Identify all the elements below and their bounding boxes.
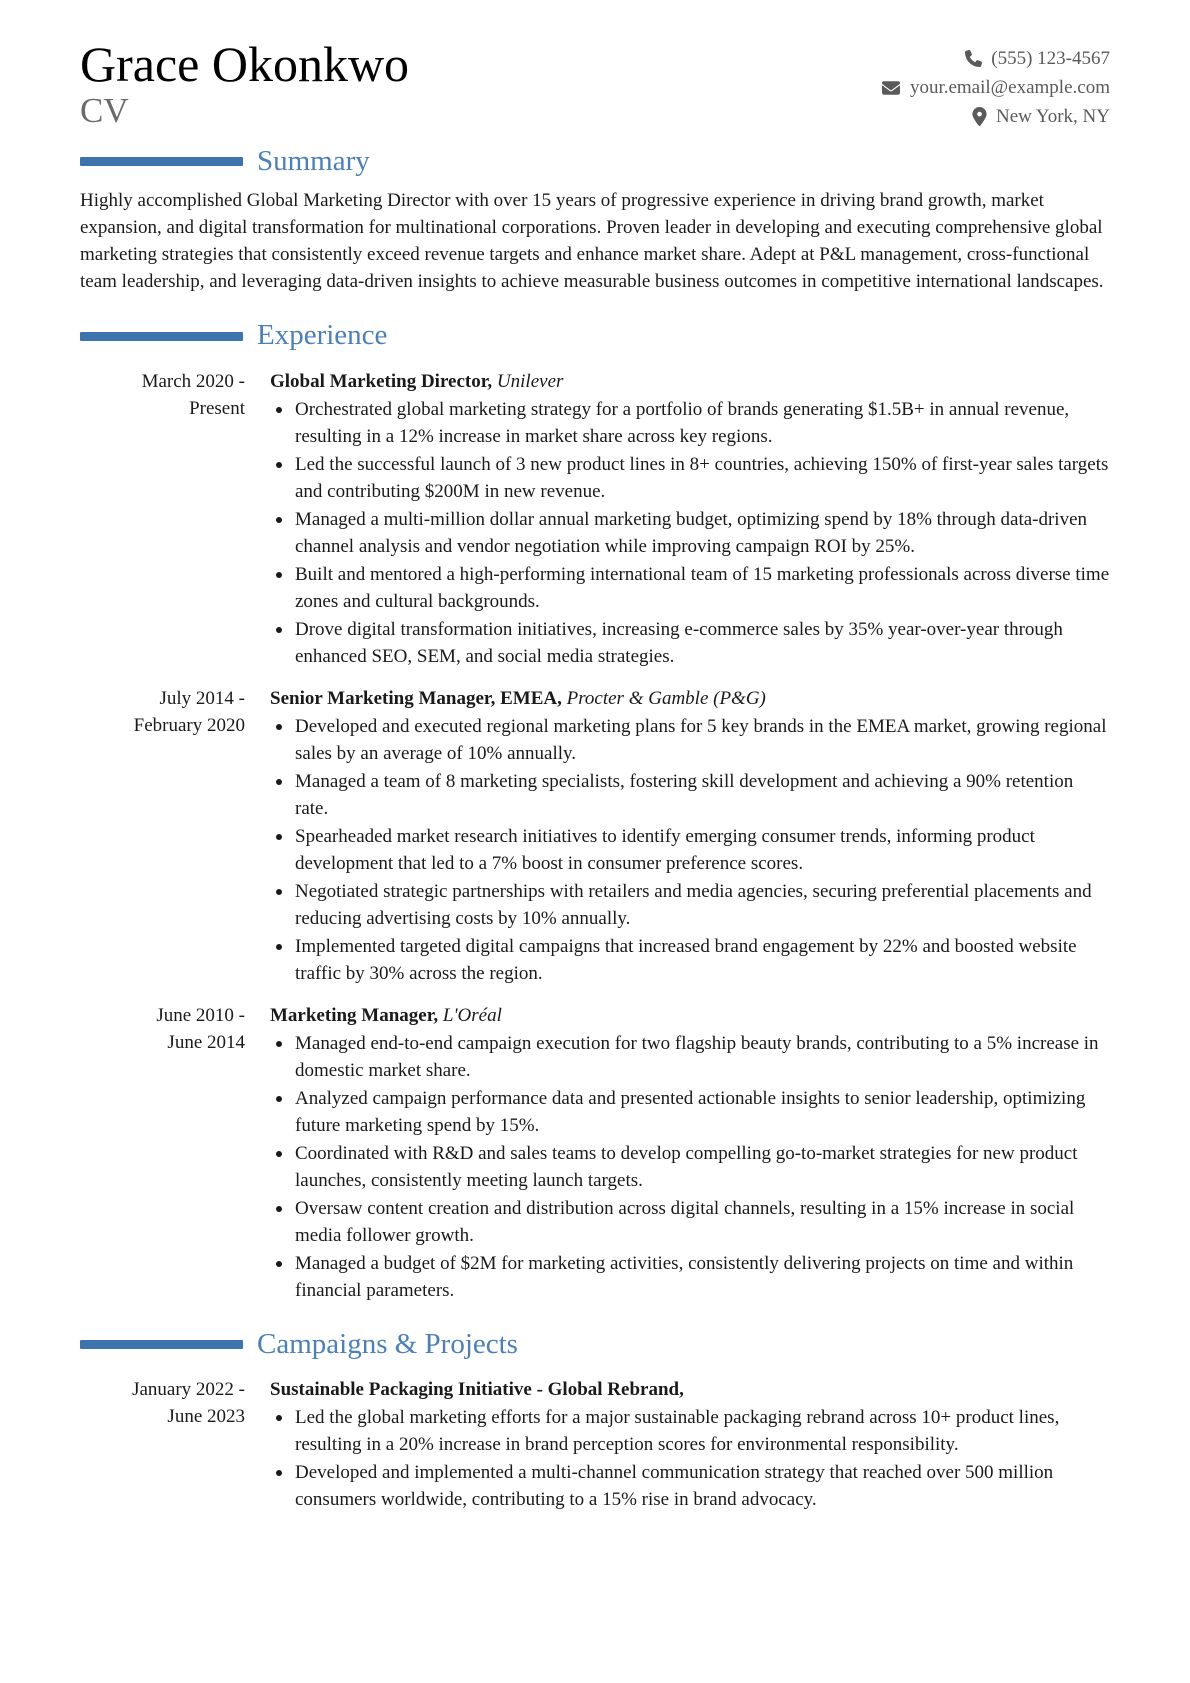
section-rule (80, 332, 243, 341)
bullet-item: Drove digital transformation initiatives, increasing e-commerce sales by 35% year-over-year through enhanced SEO, SEM, and social media strategies. (270, 616, 1110, 670)
experience-header (80, 319, 1110, 352)
section-campaigns (80, 1328, 1110, 1513)
entry-heading (270, 368, 1110, 395)
entry-body (270, 368, 1110, 670)
section-rule (80, 1340, 243, 1349)
entry-date (80, 1002, 245, 1304)
person-name: Grace Okonkwo (80, 36, 410, 92)
document-subtitle: CV (80, 91, 129, 130)
identity-block (80, 38, 409, 131)
experience-entry (80, 1002, 1110, 1304)
date-start: March 2020 - (141, 370, 245, 392)
summary-paragraph: Highly accomplished Global Marketing Director with over 15 years of progressive experience in driving brand growth, market expansion, and digital transformation for multinational corporations. Proven leader in developing and executing comprehensive global marketing strategies that consistently exceed revenue targets and enhance market share. Adept at P&L management, cross-functional team leadership, and leveraging data-driven insights to achieve measurable business outcomes in competitive international landscapes. (80, 190, 1104, 293)
job-title: Marketing Manager (270, 1004, 434, 1026)
summary-header (80, 145, 1110, 178)
bullet-item: Developed and executed regional marketing plans for 5 key brands in the EMEA market, growing regional sales by an average of 10% annually. (270, 713, 1110, 767)
entry-heading (270, 685, 1110, 712)
bullet-item: Led the successful launch of 3 new product lines in 8+ countries, achieving 150% of first-year sales targets and contributing $200M in new revenue. (270, 451, 1110, 505)
bullet-list (270, 1404, 1110, 1513)
bullet-item: Analyzed campaign performance data and presented actionable insights to senior leadership, optimizing future marketing spend by 15%. (270, 1085, 1110, 1139)
date-start: July 2014 - (159, 687, 245, 709)
campaign-entry (80, 1376, 1110, 1513)
bullet-list (270, 1030, 1110, 1304)
experience-entry (80, 685, 1110, 987)
section-title-campaigns: Campaigns & Projects (257, 1327, 518, 1360)
entry-body (270, 685, 1110, 987)
entry-body (270, 1002, 1110, 1304)
section-summary (80, 145, 1110, 295)
entry-heading (270, 1002, 1110, 1029)
bullet-item: Developed and implemented a multi-channel communication strategy that reached over 500 million consumers worldwide, contributing to a 15% rise in brand advocacy. (270, 1459, 1110, 1513)
bullet-item: Managed end-to-end campaign execution for two flagship beauty brands, contributing to a 5% increase in domestic market share. (270, 1030, 1110, 1084)
contact-email-row (881, 73, 1110, 102)
campaigns-header (80, 1328, 1110, 1361)
bullet-item: Orchestrated global marketing strategy for a portfolio of brands generating $1.5B+ in annual revenue, resulting in a 12% increase in market share across key regions. (270, 396, 1110, 450)
experience-entry (80, 368, 1110, 670)
section-experience (80, 319, 1110, 1303)
bullet-item: Managed a multi-million dollar annual marketing budget, optimizing spend by 18% through data-driven channel analysis and vendor negotiation while improving campaign ROI by 25%. (270, 506, 1110, 560)
contact-location-row (881, 102, 1110, 131)
phone-icon (965, 50, 982, 67)
bullet-item: Coordinated with R&D and sales teams to develop compelling go-to-market strategies for new product launches, consistently meeting launch targets. (270, 1140, 1110, 1194)
contact-phone-row (881, 44, 1110, 73)
date-end: June 2023 (167, 1406, 245, 1428)
bullet-list (270, 396, 1110, 670)
project-title: Sustainable Packaging Initiative - Global Rebrand (270, 1379, 680, 1401)
contact-phone: (555) 123-4567 (991, 48, 1110, 69)
job-separator: , (433, 1004, 443, 1026)
job-title: Senior Marketing Manager, EMEA (270, 687, 558, 709)
company-name: Unilever (496, 370, 564, 392)
bullet-item: Implemented targeted digital campaigns that increased brand engagement by 22% and boosted website traffic by 30% across the region. (270, 933, 1110, 987)
section-title-summary: Summary (257, 145, 370, 177)
date-start: January 2022 - (132, 1379, 245, 1401)
bullet-item: Built and mentored a high-performing international team of 15 marketing professionals across diverse time zones and cultural backgrounds. (270, 561, 1110, 615)
date-end: June 2014 (167, 1031, 245, 1053)
contact-email: your.email@example.com (909, 77, 1110, 98)
entry-body (270, 1376, 1110, 1513)
job-separator: , (487, 370, 497, 392)
job-separator: , (679, 1379, 684, 1401)
job-title: Global Marketing Director (270, 370, 488, 392)
entry-heading (270, 1376, 1110, 1403)
bullet-list (270, 713, 1110, 987)
map-pin-icon (972, 107, 987, 126)
bullet-item: Managed a team of 8 marketing specialists, fostering skill development and achieving a 90% retention rate. (270, 768, 1110, 822)
contact-block (881, 44, 1110, 131)
section-rule (80, 157, 243, 166)
company-name: L'Oréal (442, 1004, 502, 1026)
header (80, 38, 1110, 131)
contact-location: New York, NY (995, 106, 1110, 127)
date-start: June 2010 - (156, 1004, 245, 1026)
envelope-icon (881, 79, 901, 97)
entry-date (80, 368, 245, 670)
bullet-item: Oversaw content creation and distribution across digital channels, resulting in a 15% increase in social media follower growth. (270, 1195, 1110, 1249)
section-title-experience: Experience (257, 319, 388, 352)
date-end: February 2020 (133, 714, 245, 736)
bullet-item: Led the global marketing efforts for a major sustainable packaging rebrand across 10+ product lines, resulting in a 20% increase in brand perception scores for environmental responsibility. (270, 1404, 1110, 1458)
bullet-item: Negotiated strategic partnerships with retailers and media agencies, securing preferential placements and reducing advertising costs by 10% annually. (270, 878, 1110, 932)
entry-date (80, 1376, 245, 1513)
entry-date (80, 685, 245, 987)
company-name: Procter & Gamble (P&G) (566, 687, 766, 709)
bullet-item: Managed a budget of $2M for marketing activities, consistently delivering projects on time and within financial parameters. (270, 1250, 1110, 1304)
date-end: Present (189, 397, 245, 419)
bullet-item: Spearheaded market research initiatives to identify emerging consumer trends, informing product development that led to a 7% boost in consumer preference scores. (270, 823, 1110, 877)
job-separator: , (557, 687, 567, 709)
